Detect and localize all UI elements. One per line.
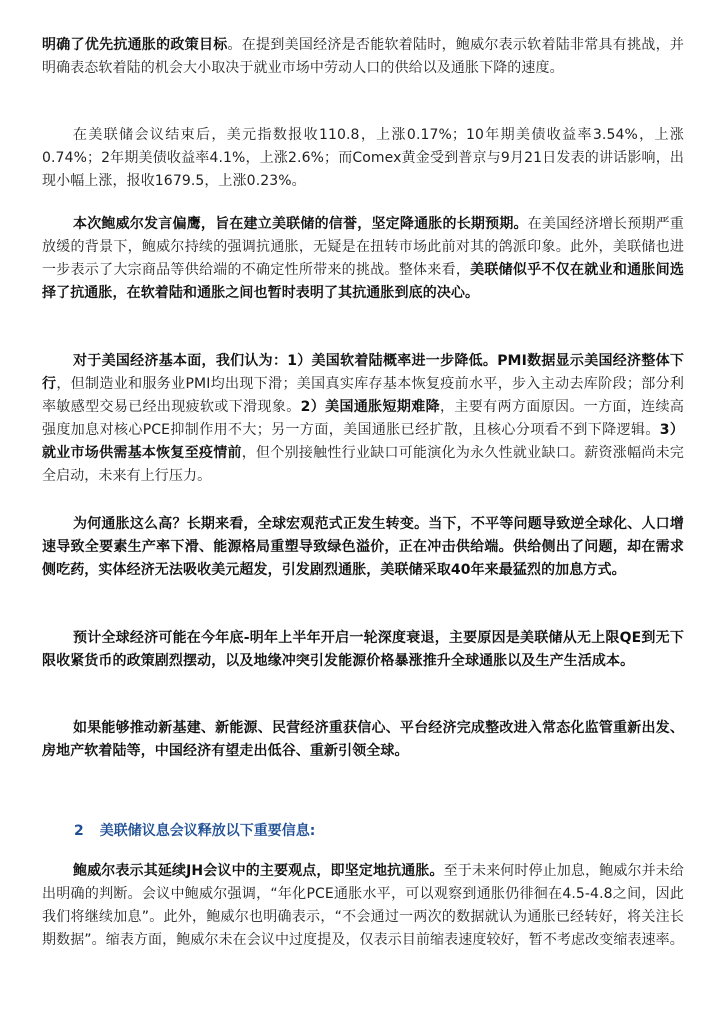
paragraph-us-fundamentals xyxy=(42,350,684,488)
bold-text: 2）美国通胀短期难降 xyxy=(300,399,441,415)
bold-text: 为何通胀这么高？长期来看，全球宏观范式正发生转变。当下，不平等问题导致逆全球化、人口增速导致全要素生产率下滑、能源格局重塑导致绿色溢价，正在冲击供给端。供给侧出了问题，却在需求侧吃药，实体经济无法吸收美元超发，引发剧烈通胀，美联储采取40年来最猛烈的加息方式。 xyxy=(42,516,684,578)
body-text: ，但制造业和服务业PMI均出现下滑；美国真实库存基本恢复疫前水平，步入主动去库阶段；部分利率敏感型交易已经出现疲软或下滑现象。 xyxy=(42,376,684,415)
body-text: 在美国经济增长预期严重放缓的背景下，鲍威尔持续的强调抗通胀，无疑是在扭转市场此前对其的鸽派印象。此外，美联储也进一步表示了大宗商品等供给端的不确定性所带来的挑战。整体来看， xyxy=(42,216,684,278)
paragraph-why-inflation xyxy=(42,513,684,582)
body-text: ，主要有两方面原因。一方面，连续高强度加息对核心PCE抑制作用不大；另一方面，美国通胀已经扩散，且核心分项看不到下降逻辑。 xyxy=(42,399,684,438)
bold-text: 3）就业市场供需基本恢复至疫情前 xyxy=(42,422,684,461)
paragraph-china-outlook xyxy=(42,717,684,763)
paragraph-soft-landing xyxy=(42,34,684,80)
bold-text: 如果能够推动新基建、新能源、民营经济重获信心、平台经济完成整改进入常态化监管重新出发、房地产软着陆等，中国经济有望走出低谷、重新引领全球。 xyxy=(42,720,684,759)
body-text: ，但个别接触性行业缺口可能演化为永久性就业缺口。薪资涨幅尚未完全启动，未来有上行压力。 xyxy=(42,445,684,484)
bold-text: 本次鲍威尔发言偏鹰，旨在建立美联储的信誉，坚定降通胀的长期预期。 xyxy=(73,216,528,232)
paragraph-fomc-info xyxy=(42,860,684,952)
section-title: 美联储议息会议释放以下重要信息: xyxy=(99,823,316,839)
paragraph-global-recession xyxy=(42,627,684,673)
body-text: 。在提到美国经济是否能软着陆时，鲍威尔表示软着陆非常具有挑战，并明确表态软着陆的机会大小取决于就业市场中劳动人口的供给以及通胀下降的速度。 xyxy=(42,37,684,76)
bold-text: 鲍威尔表示其延续JH会议中的主要观点，即坚定地抗通胀。 xyxy=(73,863,444,879)
paragraph-hawkish-remarks xyxy=(42,213,684,305)
section-heading xyxy=(74,820,315,843)
bold-text: 对于美国经济基本面，我们认为：1）美国软着陆概率进一步降低。PMI数据显示美国经济整体下行 xyxy=(42,353,684,392)
body-text: 至于未来何时停止加息，鲍威尔并未给出明确的判断。会议中鲍威尔强调，“年化PCE通胀水平，可以观察到通胀仍徘徊在4.5-4.8之间，因此我们将继续加息”。此外，鲍威尔也明确表示，“不会通过一两次的数据就认为通胀已经转好，将关注长期数据”。缩表方面，鲍威尔未在会议中过度提及，仅表示目前缩表速度较好，暂不考虑改变缩表速率。 xyxy=(42,863,685,948)
bold-text: 美联储似乎不仅在就业和通胀间选择了抗通胀，在软着陆和通胀之间也暂时表明了其抗通胀到底的决心。 xyxy=(42,262,685,301)
paragraph-market-reaction xyxy=(42,124,684,193)
body-text: 在美联储会议结束后，美元指数报收110.8，上涨0.17%；10年期美债收益率3.54%，上涨0.74%；2年期美债收益率4.1%，上涨2.6%；而Comex黄金受到普京与9月21日发表的讲话影响，出现小幅上涨，报收1679.5，上涨0.23%。 xyxy=(42,127,684,189)
section-number: 2 xyxy=(74,823,84,839)
bold-text: 明确了优先抗通胀的政策目标 xyxy=(42,37,228,53)
bold-text: 预计全球经济可能在今年底-明年上半年开启一轮深度衰退，主要原因是美联储从无上限QE到无下限收紧货币的政策剧烈摆动，以及地缘冲突引发能源价格暴涨推升全球通胀以及生产生活成本。 xyxy=(42,630,684,669)
